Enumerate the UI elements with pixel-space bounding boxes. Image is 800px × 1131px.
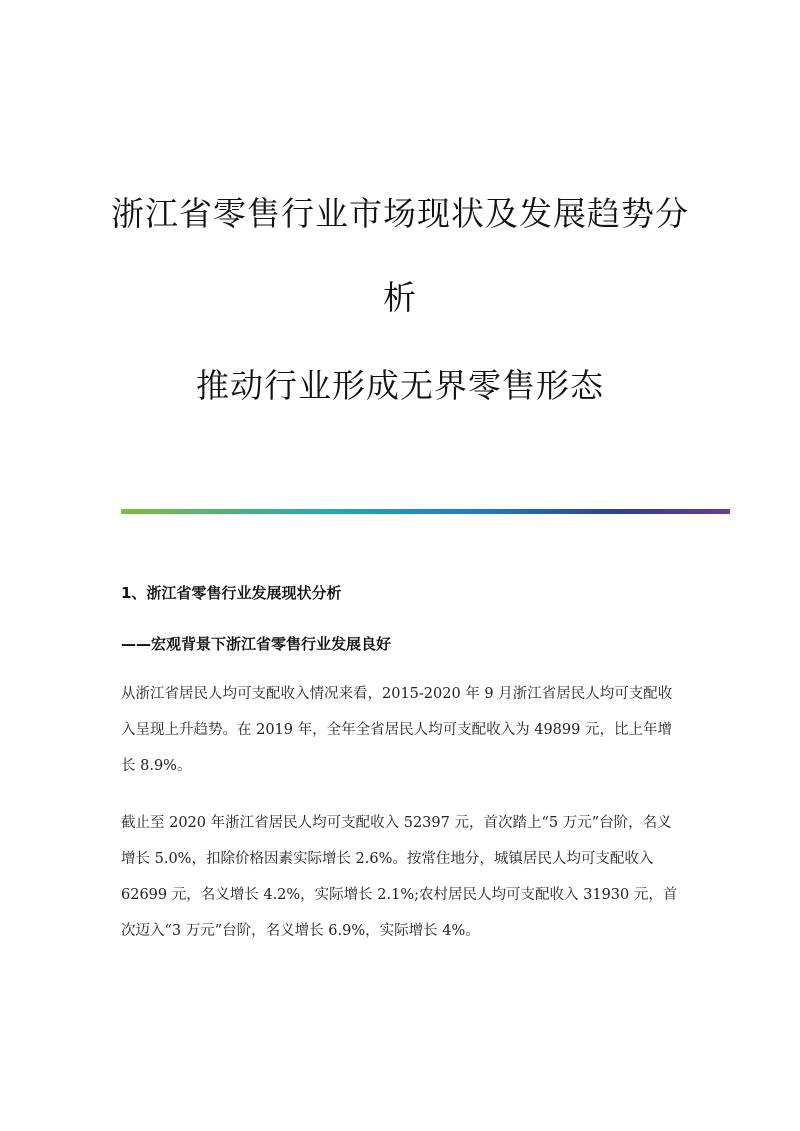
sub-heading: ——宏观背景下浙江省零售行业发展良好 <box>121 635 392 653</box>
body-paragraph-1: 从浙江省居民人均可支配收入情况来看，2015-2020 年 9 月浙江省居民人均可支配收入呈现上升趋势。在 2019 年，全年全省居民人均可支配收入为 49899 元，比上年增长 8.9%。 <box>121 686 673 774</box>
document-title-line-2: 析 <box>383 278 417 317</box>
document-subtitle: 推动行业形成无界零售形态 <box>196 366 604 405</box>
document-title-line-1: 浙江省零售行业市场现状及发展趋势分 <box>111 194 689 233</box>
section-heading: 1、浙江省零售行业发展现状分析 <box>121 584 342 602</box>
body-paragraph-2: 截止至 2020 年浙江省居民人均可支配收入 52397 元，首次踏上“5 万元”台阶，名义增长 5.0%，扣除价格因素实际增长 2.6%。按常住地分，城镇居民人均可支配收入 62699 元，名义增长 4.2%，实际增长 2.1%;农村居民人均可支配收入 31930 元，首次迈入“3 万元”台阶，名义增长 6.9%，实际增长 4%。 <box>121 815 678 939</box>
gradient-divider <box>121 509 730 514</box>
